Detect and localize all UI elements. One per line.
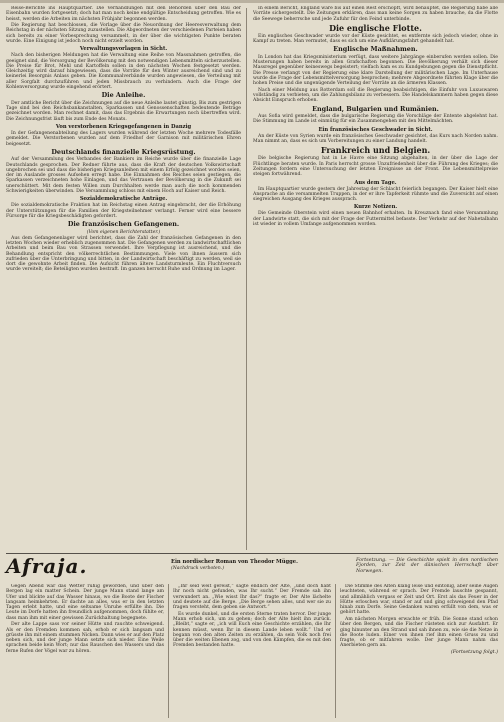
heading-englische-massnahmen: Englische Maßnahmen.: [333, 45, 418, 54]
heading-gefangene-danzig: Von verstorbenen Kriegsgefangenen in Danzig: [55, 123, 192, 130]
heading-verwaltung: Verwaltungsvorlagen in Sicht.: [79, 46, 168, 53]
heading-anleihe: Die Anleihe.: [101, 91, 146, 100]
continuation-note: (Fortsetzung folgt.): [450, 649, 498, 655]
feuilleton-description: Fortsetzung. — Die Geschichte spielt in den nordischen Fjorden, zur Zeit der dänischen Herrschaft über Norwegen.: [356, 558, 498, 574]
right-paragraph-7: Im Hauptquartier wurde gestern der Jahrestag der Schlacht feierlich begangen. Der Kaiser hielt eine Ansprache an die versammelten Truppen, in der er ihre Tapferkeit rühmte und die Zuversicht auf einen siegreichen Ausgang des Krieges aussprach.: [253, 186, 498, 203]
feuilleton-paragraph-1: Gegen Abend war das Wetter ruhig geworden, und über den Bergen lag ein matter Schein. Der junge Mann stand lange am Ufer und blickte auf das Wasser hinaus, wo die Boote der Fischer langsam heimkehrten. Er dachte an alles, was er in den letzten Tagen erlebt hatte, und eine seltsame Unruhe erfüllte ihn. Die Leute im Dorfe hatten ihn freundlich aufgenommen, doch fühlte er, dass man ihm mit einer gewissen Zurückhaltung begegnete.: [6, 584, 164, 621]
right-paragraph-1: Ein englisches Geschwader wurde vor der Küste gesichtet, es entfernte sich jedoch wieder, ohne in Kampf zu treten. Man vermutet, dass es sich um eine Aufklärungsfahrt gehandelt hat.: [253, 33, 498, 45]
heading-aus-dem-tage: Aus dem Tage.: [354, 179, 397, 186]
feuilleton-paragraph-2: Der alte Lappe sass vor seiner Hütte und rauchte schweigend. Als er den Fremden kommen sah, erhob er sich langsam und grüsste ihn mit einem stummen Nicken. Dann wies er auf den Platz neben sich, und der junge Mann setzte sich nieder. Eine Weile sprachen beide kein Wort; nur das Rauschen des Wassers und das ferne Rufen der Vögel war zu hören.: [6, 622, 164, 654]
feuilleton-masthead: [6, 556, 498, 582]
column-divider: [246, 8, 247, 550]
left-paragraph-3: Der amtliche Bericht über die Zeichnungen auf die neue Anleihe lautet günstig. Bis zum gestrigen Tage sind bei den Reichsbankanstalten, Sparkassen und Genossenschaften bedeutende Beträge gezeichnet worden. Man rechnet damit, dass das Ergebnis die Erwartungen noch übertreffen wird. Die Zeichnungsfrist läuft bis zum Ende des Monats.: [6, 100, 241, 122]
left-paragraph-5: Auf der Versammlung des Verbandes der Bankiers im Reiche wurde über die finanzielle Lage Deutschlands gesprochen. Der Redner führte aus, dass die Kraft der deutschen Volkswirtschaft ungebrochen sei und dass die bisherigen Kriegsanleihen mit einem Erfolg gezeichnet worden seien, der im Auslande grosses Aufsehen erregt habe. Die Einnahmen des Reiches seien gestiegen, die Sparkassen verzeichneten hohe Einlagen, und das Vertrauen der Bevölkerung in die Zukunft sei unerschüttert. Mit dem festen Willen zum Durchhalten werde man auch die noch kommenden Schwierigkeiten überwinden. Die Versammlung schloss mit einem Hoch auf Kaiser und Reich.: [6, 157, 241, 195]
right-paragraph-3: Nach einer Meldung aus Rotterdam soll die Regierung beabsichtigen, die Einfuhr von Luxuswaren vollständig zu verbieten, um die Zahlungsbilanz zu verbessern. Die Handelskammern haben gegen diese Absicht Einspruch erhoben.: [253, 87, 498, 104]
heading-sozialdemokratische-antraege: Sozialdemokratische Anträge.: [79, 196, 168, 203]
right-paragraph-6: Die belgische Regierung hat in Le Havre eine Sitzung abgehalten, in der über die Lage der Flüchtlinge beraten wurde. In Paris herrscht grosse Unzufriedenheit über die Führung des Krieges; die Zeitungen fordern eine Untersuchung der letzten Ereignisse an der Front. Die Lebensmittelpreise steigen fortwährend.: [253, 156, 498, 178]
left-paragraph-7: Aus dem Gefangenenlager wird berichtet, dass die Zahl der französischen Gefangenen in den letzten Wochen wieder erheblich zugenommen hat. Die Gefangenen werden zu landwirtschaftlichen Arbeiten und beim Bau von Strassen verwendet. Ihre Verpflegung ist ausreichend, und die Behandlung entspricht den völkerrechtlichen Bestimmungen. Viele von ihnen äussern sich zufrieden über die Unterbringung und bitten, in der Landwirtschaft beschäftigt zu werden, weil sie dort die gewohnte Arbeit finden. Die Aufsicht führen ältere Landsturmleute. Ein Fluchtversuch wurde vereitelt; die Beteiligten wurden bestraft. Im ganzen herrscht Ruhe und Ordnung im Lager.: [6, 235, 241, 273]
left-intro-paragraph: Reise-Berichte ins Hauptquartier. Die Verhandlungen mit den Behörden über den Bau der Eisenbahn wurden fortgesetzt; doch hat man noch keine endgültige Entscheidung getroffen. Wie es heisst, werden die Arbeiten im nächsten Frühjahr begonnen werden.: [6, 6, 241, 22]
left-paragraph-4: In der Gefangenenabteilung des Lagers wurden während der letzten Woche mehrere Todesfälle gemeldet. Die Verstorbenen wurden auf dem Friedhof der Garnison mit militärischen Ehren beigesetzt.: [6, 130, 241, 147]
right-column: [253, 6, 498, 552]
top-border: [0, 0, 504, 3]
byline: (Vom eigenen Berichterstatter.): [86, 229, 161, 235]
heading-englische-flotte: Die englische Flotte.: [329, 22, 422, 33]
left-paragraph-1: Die Regierung hat beschlossen, die Vorlage über die Neuordnung der Heeresverwaltung dem Reichstag in der nächsten Sitzung zuzustellen. Die Abgeordneten der verschiedenen Parteien haben sich bereits zu einer Vorbesprechung versammelt, in der über die wichtigsten Punkte beraten wurde. Eine Einigung ist jedoch noch nicht erzielt worden.: [6, 23, 241, 44]
right-intro-paragraph: In einem Bericht, England wäre bis auf einen Rest erschöpft, wird behauptet, die Regierung habe alle Vorräte sichergestellt. Die Zeitungen erklären, dass man keine Sorgen zu haben brauche, da die Flotte die Seewege beherrsche und jede Zufuhr für den Feind unterbinde.: [253, 6, 498, 22]
right-paragraph-8: Die Gemeinde Oberstein wird einen neuen Bahnhof erhalten. In Kreuznach fand eine Versammlung der Landwirte statt, die sich mit der Frage der Futtermittel befasste. Der Verkehr auf der Nahetalbahn ist wieder in vollem Umfange aufgenommen worden.: [253, 211, 498, 228]
feuilleton-body: [6, 584, 498, 718]
heading-kurze-notizen: Kurze Notizen.: [353, 204, 398, 211]
feuilleton-paragraph-4: Es wurde dunkel, und die ersten Sterne traten hervor. Der junge Mann erhob sich, um zu gehen; doch der Alte hielt ihn zurück. „Bleibt,“ sagte er, „ich will Euch eine Geschichte erzählen, die Ihr kennen müsst, wenn Ihr in diesem Lande leben wollt.“ Und er begann von den alten Zeiten zu erzählen, da sein Volk noch frei über die weiten Ebenen zog, und von den Kämpfen, die es mit den Fremden bestanden hatte.: [173, 611, 331, 649]
left-column: [6, 6, 241, 552]
feuilleton-paragraph-3: „Ihr seid weit gereist,“ sagte endlich der Alte, „und doch habt Ihr noch nicht gefunden, was Ihr sucht.“ Der Fremde sah ihn verwundert an. „Wie wisst Ihr das?“ fragte er. Der Alte lächelte und deutete auf die Berge. „Die Berge sehen alles, und wer sie zu fragen versteht, dem geben sie Antwort.“: [173, 584, 331, 611]
heading-bulgarien: England, Bulgarien und Rumänien.: [312, 104, 439, 113]
heading-franzoesische-gefangene: Die französischen Gefangenen.: [67, 220, 180, 229]
heading-kriegsruestung: Deutschlands finanzielle Kriegsrüstung.: [51, 147, 196, 156]
left-paragraph-6: Die sozialdemokratische Fraktion hat im Reichstag einen Antrag eingebracht, der die Erhöhung der Unterstützungen für die Familien der Kriegsteilnehmer verlangt. Ferner wird eine bessere Fürsorge für die Kriegsbeschädigten gefordert.: [6, 203, 241, 219]
heading-franzoesisches-geschwader: Ein französisches Geschwader in Sicht.: [318, 126, 433, 133]
feuilleton-paragraph-6: Am nächsten Morgen erwachte er früh. Die Sonne stand schon über den Bergen, und die Fischer rüsteten sich zur Ausfahrt. Er ging hinunter an den Strand und sah ihnen zu, wie sie die Netze in die Boote luden. Einer von ihnen rief ihm einen Gruss zu und fragte, ob er mitfahren wolle. Der junge Mann nahm das Anerbieten gern an.: [340, 616, 498, 649]
right-paragraph-2: In London hat das Kriegsministerium verfügt, dass weitere Jahrgänge einberufen werden sollen. Die Musterungen haben bereits in allen Grafschaften begonnen. Die Bevölkerung verhält sich dieser Massregel gegenüber keineswegs begeistert; vielfach kam es zu Kundgebungen gegen die Dienstpflicht. Die Presse verlangt von der Regierung eine klare Darstellung der militärischen Lage. Im Unterhause wurde die Frage der Lebensmittelversorgung besprochen; mehrere Abgeordnete führten Klage über die hohen Preise und die ungenügende Verteilung der Vorräte an die ärmeren Klassen.: [253, 54, 498, 87]
feuilleton-title: Afraja.: [6, 554, 88, 578]
heading-frankreich-belgien: Frankreich und Belgien.: [320, 145, 431, 156]
feuilleton-subtitle: Ein nordischer Roman von Theodor Mügge.: [171, 559, 298, 565]
feuilleton-subtitle-block: [171, 559, 351, 573]
feuilleton-paragraph-5: Die Stimme des Alten klang leise und eintönig, aber seine Augen leuchteten, während er sprach. Der Fremde lauschte gespannt, und allmählich vergass er Zeit und Ort. Erst als das Feuer in der Hütte erloschen war, stand er auf und ging schweigend den Pfad hinab zum Dorfe. Seine Gedanken waren erfüllt von dem, was er gehört hatte.: [340, 584, 498, 616]
right-paragraph-4: Aus Sofia wird gemeldet, dass die bulgarische Regierung die Vorschläge der Entente abgelehnt hat. Die Stimmung im Lande ist einmütig für ein Zusammengehen mit den Mittelmächten.: [253, 114, 498, 125]
right-paragraph-5: An der Küste von Syrien wurde ein französisches Geschwader gesichtet, das Kurs nach Norden nahm. Man nimmt an, dass es sich um Vorbereitungen zu einer Landung handelt.: [253, 133, 498, 145]
left-paragraph-2: Nach den bisherigen Meldungen hat die Verwaltung eine Reihe von Massnahmen getroffen, die geeignet sind, die Versorgung der Bevölkerung mit den notwendigen Lebensmitteln sicherzustellen. Die Preise für Brot, Mehl und Kartoffeln sollen in den nächsten Wochen festgesetzt werden. Gleichzeitig wird darauf hingewiesen, dass die Vorräte für den Winter ausreichend sind und zu keinerlei Besorgnis Anlass geben. Die Kommunalverbände wurden angewiesen, die Verteilung mit aller Sorgfalt durchzuführen und jeden Missbrauch zu verhindern. Auch die Frage der Kohlenversorgung wurde eingehend erörtert.: [6, 53, 241, 91]
reprint-note: (Nachdruck verboten.): [171, 566, 224, 571]
